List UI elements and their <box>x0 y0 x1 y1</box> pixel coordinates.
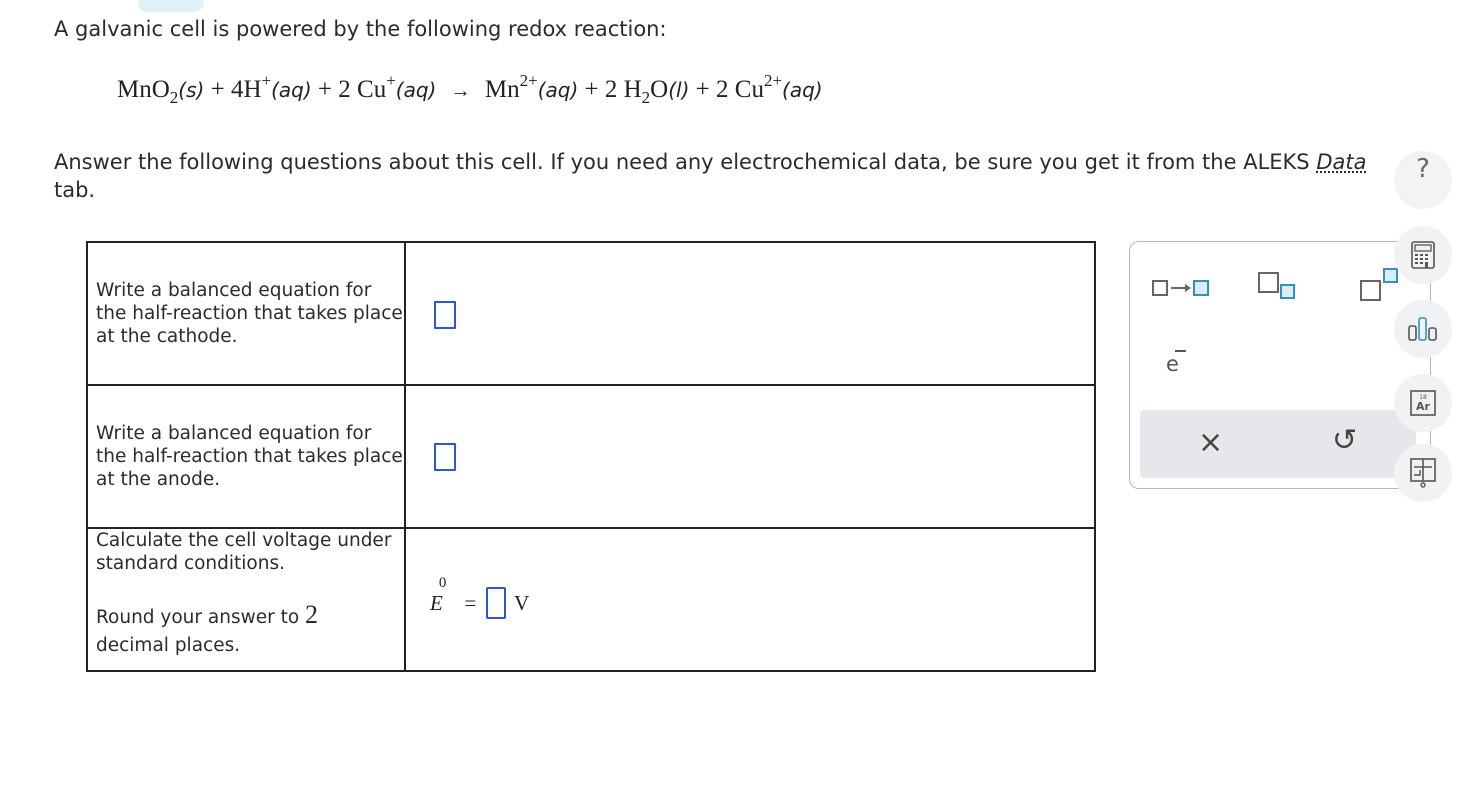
cell-voltage-equation: E 0 = V <box>430 587 529 619</box>
calculator-icon <box>1411 241 1435 269</box>
svg-text:18: 18 <box>1419 394 1427 401</box>
redox-equation: MnO$_2$(s) + 4H+(aq) + 2 $Cu^+(aq) \to Mn^{2+}(aq) + 2$ $H_2O(l) + 2$ $Cu^{2+}(aq)$ <box>117 71 823 107</box>
question-mark-icon: ? <box>1416 154 1430 184</box>
data-tab-link[interactable]: Data <box>1316 150 1367 174</box>
chart-button[interactable] <box>1394 300 1452 358</box>
voltage-answer-input[interactable] <box>486 587 506 619</box>
anode-answer-cell <box>405 385 1095 528</box>
electron-button[interactable]: e <box>1166 352 1196 382</box>
voltage-question-text: Calculate the cell voltage under standard conditions. <box>96 530 392 574</box>
undo-icon[interactable]: ↺ <box>1332 423 1358 458</box>
minus-sign-icon <box>1175 350 1186 352</box>
arrow-right-icon <box>1170 283 1192 293</box>
anode-question-label: Write a balanced equation for the half-reaction that takes place at the anode. <box>87 385 405 528</box>
cathode-question-label: Write a balanced equation for the half-reaction that takes place at the cathode. <box>87 242 405 385</box>
rounding-instruction: Round your answer to 2 decimal places. <box>96 600 319 656</box>
reaction-arrow: → <box>450 80 471 102</box>
superscript-template-button[interactable] <box>1360 268 1406 302</box>
anode-answer-input[interactable] <box>434 443 456 471</box>
table-row <box>87 242 1095 385</box>
cathode-answer-cell <box>405 242 1095 385</box>
top-tab-indicator[interactable] <box>138 0 204 12</box>
book-icon <box>1410 458 1436 488</box>
voltage-question-label <box>87 528 405 671</box>
subscript-template-button[interactable] <box>1258 272 1298 302</box>
bar-chart-icon <box>1407 316 1439 342</box>
svg-text:Ar: Ar <box>1416 400 1430 413</box>
reference-book-button[interactable] <box>1394 444 1452 502</box>
question-text: Answer the following questions about this cell. If you need any electrochemical data, be sure you get it from the ALEKS Data tab. <box>54 150 1367 202</box>
table-row <box>87 528 1095 671</box>
reaction-arrow-template-button[interactable] <box>1152 278 1212 298</box>
table-row <box>87 385 1095 528</box>
help-button[interactable] <box>1394 151 1452 209</box>
clear-icon[interactable]: × <box>1198 425 1224 460</box>
intro-text: A galvanic cell is powered by the following redox reaction: <box>54 17 667 41</box>
voltage-answer-cell <box>405 528 1095 671</box>
cathode-answer-input[interactable] <box>434 301 456 329</box>
calculator-button[interactable] <box>1394 226 1452 284</box>
question-table <box>86 241 1096 672</box>
periodic-table-button[interactable] <box>1394 374 1452 432</box>
palette-action-row <box>1140 410 1416 478</box>
math-input-palette <box>1129 241 1431 489</box>
periodic-table-icon <box>1410 390 1436 416</box>
